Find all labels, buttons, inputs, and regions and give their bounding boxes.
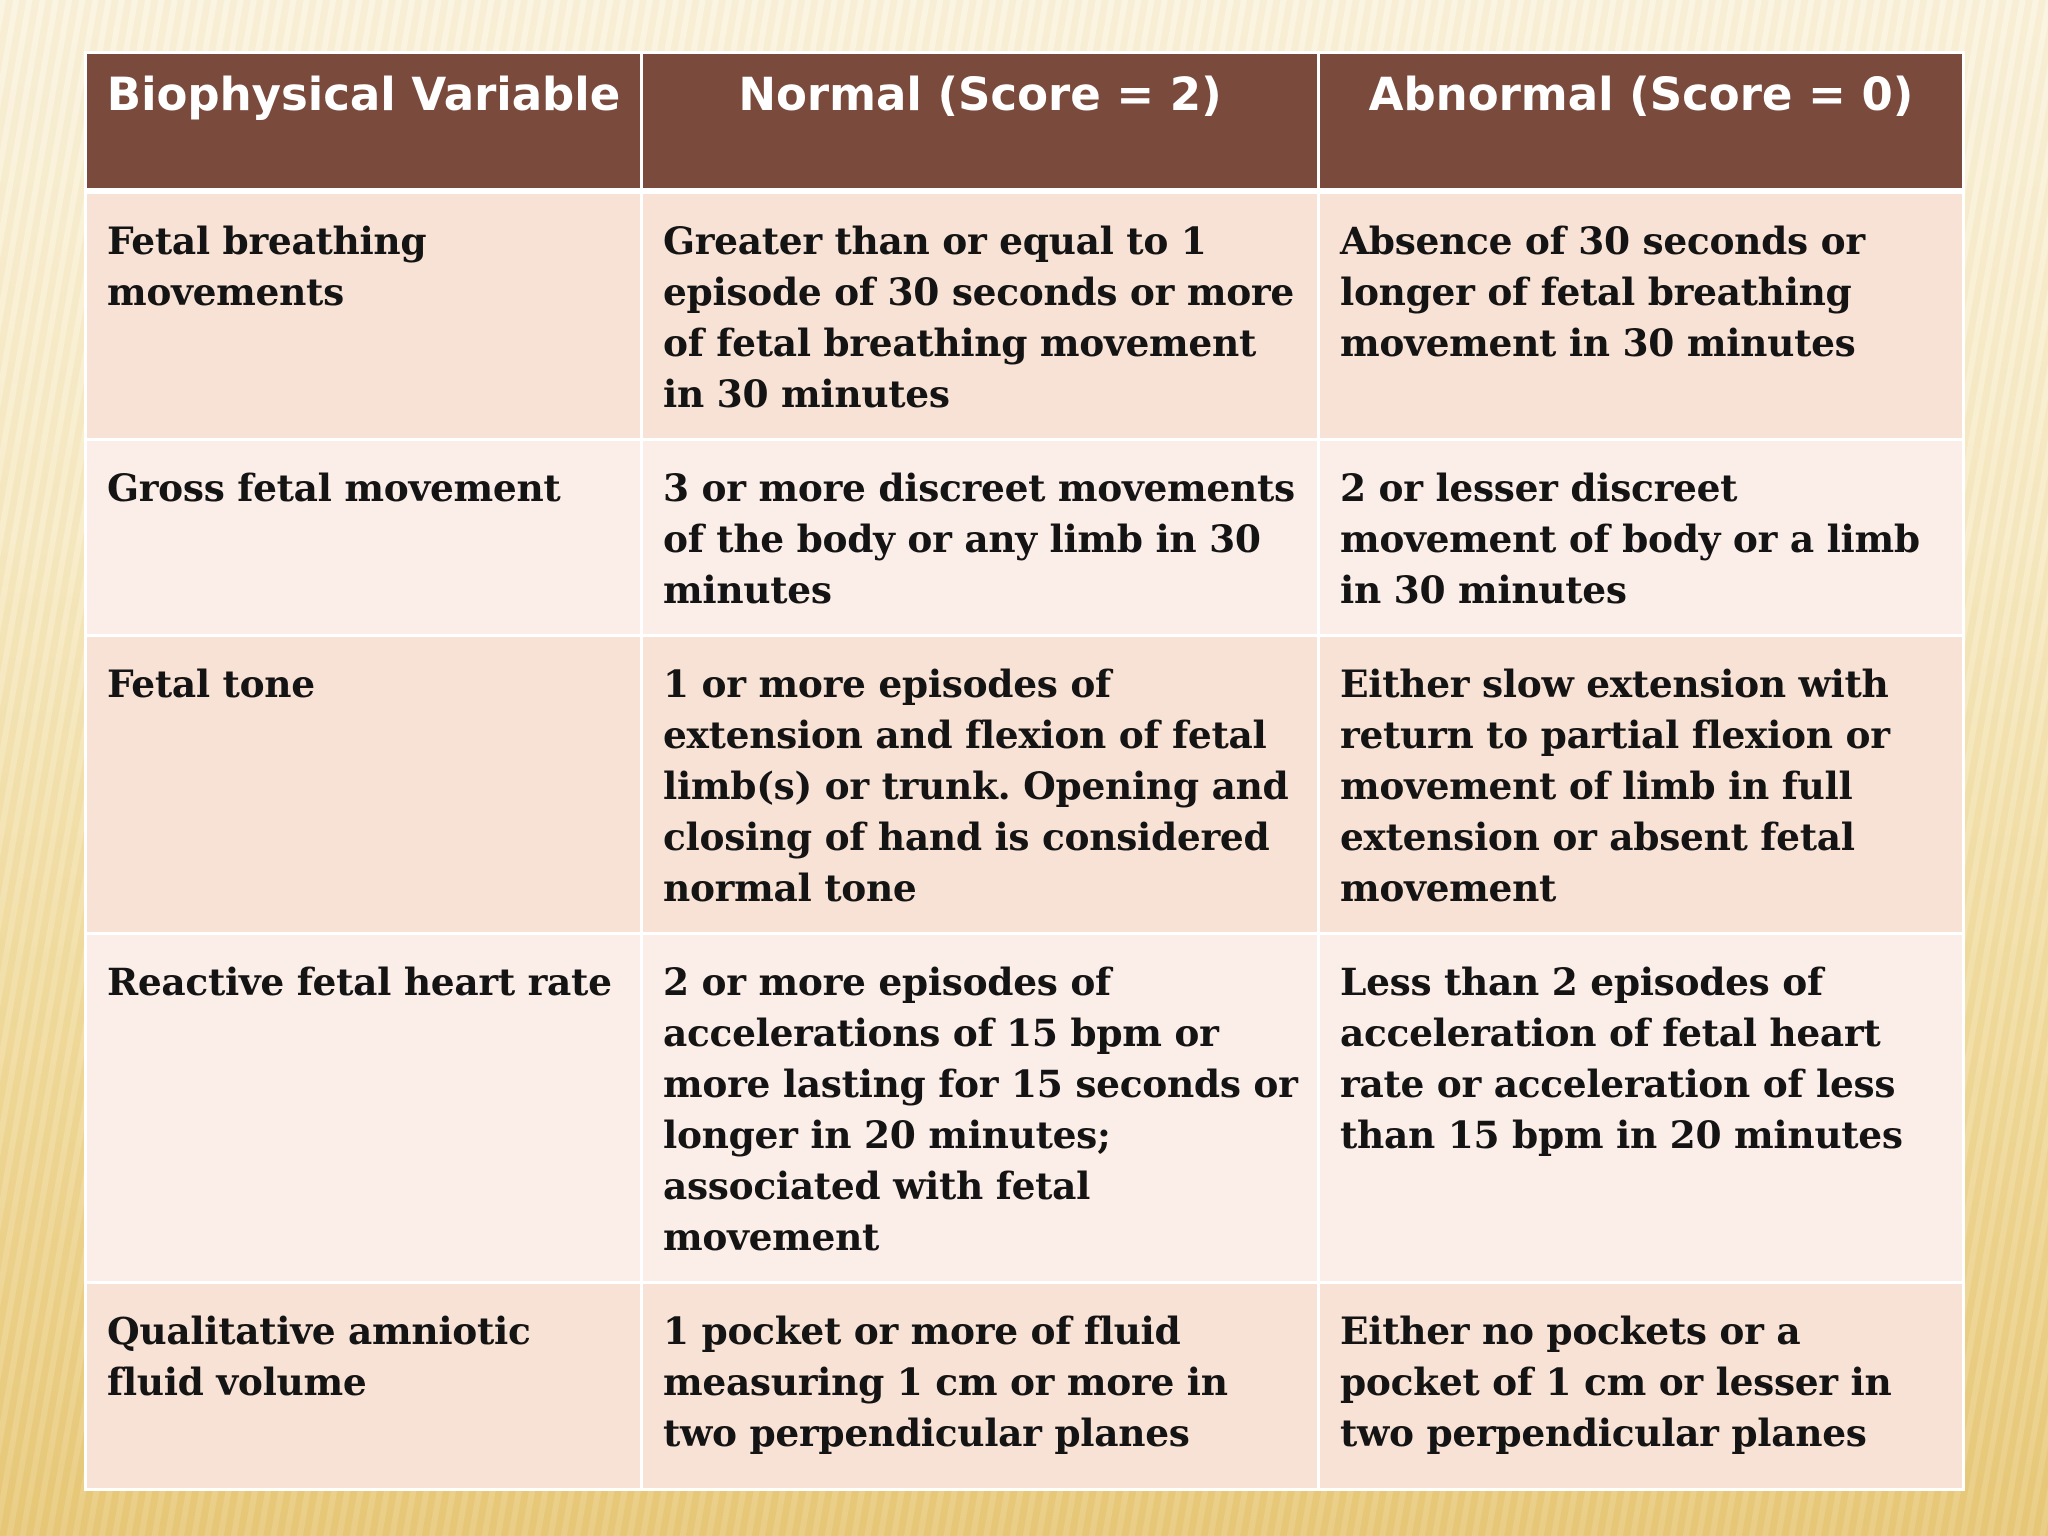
abnormal-cell: Less than 2 episodes of acceleration of fetal heart rate or acceleration of less than 15 bpm in 20 minutes [1319,933,1964,1282]
header-variable: Biophysical Variable [86,53,642,191]
table-row [86,933,1964,1282]
abnormal-cell: Absence of 30 seconds or longer of fetal breathing movement in 30 minutes [1319,191,1964,440]
table-row [86,191,1964,440]
table-row [86,635,1964,933]
table-row [86,439,1964,635]
header-abnormal: Abnormal (Score = 0) [1319,53,1964,191]
header-row [86,53,1964,191]
header-normal: Normal (Score = 2) [642,53,1319,191]
normal-cell: 2 or more episodes of accelerations of 15 bpm or more lasting for 15 seconds or longer in 20 minutes; associated with fetal movement [642,933,1319,1282]
variable-cell: Fetal tone [86,635,642,933]
variable-cell: Fetal breathing movements [86,191,642,440]
table-row [86,1282,1964,1489]
normal-cell: 1 pocket or more of fluid measuring 1 cm or more in two perpendicular planes [642,1282,1319,1489]
abnormal-cell: 2 or lesser discreet movement of body or a limb in 30 minutes [1319,439,1964,635]
normal-cell: Greater than or equal to 1 episode of 30 seconds or more of fetal breathing movement in 30 minutes [642,191,1319,440]
variable-cell: Qualitative amniotic fluid volume [86,1282,642,1489]
abnormal-cell: Either no pockets or a pocket of 1 cm or lesser in two perpendicular planes [1319,1282,1964,1489]
normal-cell: 1 or more episodes of extension and flexion of fetal limb(s) or trunk. Opening and closing of hand is considered normal tone [642,635,1319,933]
abnormal-cell: Either slow extension with return to partial flexion or movement of limb in full extension or absent fetal movement [1319,635,1964,933]
biophysical-profile-table [84,51,1965,1491]
variable-cell: Gross fetal movement [86,439,642,635]
variable-cell: Reactive fetal heart rate [86,933,642,1282]
normal-cell: 3 or more discreet movements of the body or any limb in 30 minutes [642,439,1319,635]
